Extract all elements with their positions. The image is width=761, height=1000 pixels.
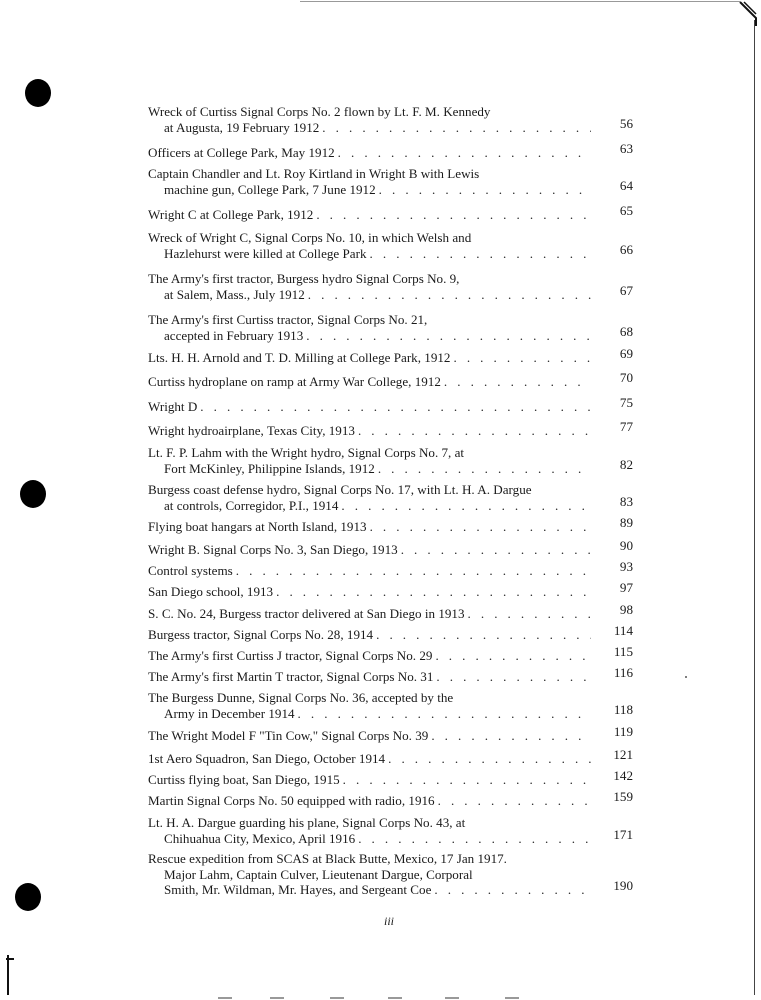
entry-page-number: 159	[613, 789, 633, 804]
dot-leader	[306, 328, 591, 344]
toc-entry	[148, 559, 633, 579]
dot-leader	[468, 606, 591, 622]
top-edge-rule	[300, 1, 740, 2]
toc-entry	[148, 768, 633, 788]
toc-entry	[148, 580, 633, 600]
binder-hole-middle	[20, 480, 46, 508]
dot-leader	[298, 706, 591, 722]
toc-entry	[148, 445, 633, 476]
entry-title-line: The Army's first Curtiss tractor, Signal Corps No. 21,	[148, 312, 428, 327]
toc-entry	[148, 104, 633, 135]
entry-title-text: accepted in February 1913	[164, 327, 304, 343]
entry-title-line: Lt. F. P. Lahm with the Wright hydro, Signal Corps No. 7, at	[148, 445, 465, 460]
entry-page-number: 82	[619, 456, 633, 472]
scan-edge-mark	[7, 955, 9, 995]
toc-entry	[148, 346, 633, 366]
entry-title-line: Burgess coast defense hydro, Signal Corps No. 17, with Lt. H. A. Dargue	[148, 482, 532, 497]
entry-page-number: 116	[613, 665, 633, 680]
entry-title-text: Hazlehurst were killed at College Park	[164, 245, 367, 261]
toc-entry	[148, 482, 633, 513]
toc-entry	[148, 815, 633, 846]
entry-title-line: Lt. H. A. Dargue guarding his plane, Signal Corps No. 43, at	[148, 815, 466, 830]
entry-page-number: 97	[619, 580, 633, 595]
entry-page-number: 98	[619, 602, 633, 617]
entry-title-text: Flying boat hangars at North Island, 1913	[148, 519, 367, 534]
entry-title-line	[148, 728, 633, 744]
toc-entry	[148, 395, 633, 415]
entry-page-number: 77	[619, 419, 633, 434]
entry-title-line	[148, 882, 633, 898]
entry-title-line	[148, 648, 633, 664]
scan-edge-tick	[6, 958, 14, 960]
entry-title-text: The Army's first Curtiss J tractor, Signal Corps No. 29	[148, 648, 433, 663]
dot-leader	[444, 374, 591, 390]
dot-leader	[388, 751, 591, 767]
entry-title-line	[148, 772, 633, 788]
entry-title-text: machine gun, College Park, 7 June 1912	[164, 181, 376, 197]
entry-page-number: 67	[619, 282, 633, 298]
toc-entry	[148, 747, 633, 767]
page-corner-fold	[738, 0, 758, 26]
entry-title-text: Control systems	[148, 563, 233, 578]
entry-title-line	[148, 831, 633, 847]
entry-title-text: The Wright Model F "Tin Cow," Signal Corps No. 39	[148, 728, 429, 743]
entry-title-line: The Army's first tractor, Burgess hydro Signal Corps No. 9,	[148, 271, 460, 286]
entry-page-number: 75	[619, 395, 633, 410]
dot-leader	[343, 772, 591, 788]
entry-title-text: at Augusta, 19 February 1912	[164, 119, 320, 135]
entry-page-number: 63	[619, 141, 633, 156]
entry-title-line	[148, 374, 633, 390]
scan-speck	[685, 676, 687, 678]
dot-leader	[341, 498, 591, 514]
entry-title-line	[148, 461, 633, 477]
entry-title-text: 1st Aero Squadron, San Diego, October 1914	[148, 751, 386, 766]
entry-page-number: 69	[619, 346, 633, 361]
entry-page-number: 64	[619, 177, 633, 193]
entry-page-number: 114	[613, 623, 633, 638]
dot-leader	[378, 461, 591, 477]
dot-leader	[431, 728, 591, 744]
dot-leader	[379, 182, 591, 198]
dot-leader	[276, 584, 591, 600]
dot-leader	[236, 563, 591, 579]
entry-title-text: Fort McKinley, Philippine Islands, 1912	[164, 460, 375, 476]
entry-title-line	[148, 350, 633, 366]
entry-title-line	[148, 706, 633, 722]
right-edge-rule	[754, 20, 755, 995]
toc-entry	[148, 538, 633, 558]
entry-page-number: 118	[613, 701, 633, 717]
toc-entry	[148, 166, 633, 197]
entry-title-line	[148, 328, 633, 344]
entry-title-line	[148, 287, 633, 303]
dot-leader	[435, 648, 591, 664]
toc-entry	[148, 271, 633, 302]
toc-entry	[148, 312, 633, 343]
dot-leader	[434, 882, 591, 898]
entry-title-text: Wright hydroairplane, Texas City, 1913	[148, 423, 355, 438]
entry-title-text: Wright D	[148, 399, 198, 414]
entry-title-line: Wreck of Curtiss Signal Corps No. 2 flown by Lt. F. M. Kennedy	[148, 104, 491, 119]
toc-entry	[148, 515, 633, 535]
toc-entry	[148, 602, 633, 622]
entry-title-line	[148, 563, 633, 579]
entry-title-text: The Army's first Martin T tractor, Signal Corps No. 31	[148, 669, 434, 684]
entry-title-line	[148, 584, 633, 600]
entry-title-text: Officers at College Park, May 1912	[148, 145, 335, 160]
dot-leader	[370, 519, 591, 535]
entry-title-text: Lts. H. H. Arnold and T. D. Milling at College Park, 1912	[148, 350, 451, 365]
entry-title-line	[148, 399, 633, 415]
entry-title-text: Curtiss hydroplane on ramp at Army War College, 1912	[148, 374, 441, 389]
entry-title-line	[148, 182, 633, 198]
dot-leader	[200, 399, 591, 415]
dot-leader	[376, 627, 591, 643]
entry-page-number: 66	[619, 241, 633, 257]
entry-title-text: Curtiss flying boat, San Diego, 1915	[148, 772, 340, 787]
toc-entry	[148, 724, 633, 744]
dot-leader	[453, 350, 591, 366]
toc-entry	[148, 230, 633, 261]
entry-title-line: Rescue expedition from SCAS at Black Butte, Mexico, 17 Jan 1917.	[148, 851, 507, 866]
toc-entry	[148, 665, 633, 685]
entry-title-text: at controls, Corregidor, P.I., 1914	[164, 497, 339, 513]
entry-title-line	[148, 423, 633, 439]
dot-leader	[322, 120, 591, 136]
entry-title-text: Smith, Mr. Wildman, Mr. Hayes, and Sergeant Coe	[164, 882, 432, 897]
entry-title-line	[148, 207, 633, 223]
page-folio: iii	[384, 914, 395, 928]
entry-title-line: The Burgess Dunne, Signal Corps No. 36, accepted by the	[148, 690, 454, 705]
binder-hole-top	[25, 79, 51, 107]
dot-leader	[308, 287, 591, 303]
dot-leader	[338, 145, 591, 161]
entry-page-number: 115	[613, 644, 633, 659]
entry-title-text: Army in December 1914	[164, 705, 295, 721]
entry-title-line	[148, 793, 633, 809]
entry-title-text: S. C. No. 24, Burgess tractor delivered at San Diego in 1913	[148, 606, 465, 621]
dot-leader	[370, 246, 591, 262]
entry-page-number: 142	[613, 768, 633, 783]
toc-entry	[148, 623, 633, 643]
entry-page-number: 171	[613, 826, 633, 842]
entry-page-number: 119	[613, 724, 633, 739]
entry-title-text: Martin Signal Corps No. 50 equipped with radio, 1916	[148, 793, 435, 808]
entry-title-line	[148, 519, 633, 535]
dot-leader	[401, 542, 591, 558]
dot-leader	[358, 423, 591, 439]
entry-page-number: 89	[619, 515, 633, 530]
toc-entry	[148, 644, 633, 664]
dot-leader	[436, 669, 591, 685]
entry-page-number: 93	[619, 559, 633, 574]
entry-page-number: 68	[619, 323, 633, 339]
toc-entry	[148, 789, 633, 809]
entry-title-line: Wreck of Wright C, Signal Corps No. 10, in which Welsh and	[148, 230, 472, 245]
entry-title-line	[148, 542, 633, 558]
toc-entry	[148, 419, 633, 439]
entry-page-number: 121	[613, 747, 633, 762]
toc-entry	[148, 141, 633, 161]
entry-title-text: Chihuahua City, Mexico, April 1916	[164, 830, 356, 846]
dot-leader	[316, 207, 591, 223]
entry-page-number: 83	[619, 493, 633, 509]
toc-entry	[148, 370, 633, 390]
entry-title-line	[148, 120, 633, 136]
entry-title-line	[148, 627, 633, 643]
dot-leader	[438, 793, 591, 809]
entry-title-text: Wright C at College Park, 1912	[148, 207, 314, 222]
entry-title-line	[148, 606, 633, 622]
toc-entry	[148, 203, 633, 223]
toc-entry	[148, 851, 633, 898]
entry-title-line: Captain Chandler and Lt. Roy Kirtland in Wright B with Lewis	[148, 166, 480, 181]
entry-title-line	[148, 669, 633, 685]
entry-page-number: 56	[619, 115, 633, 131]
entry-title-text: at Salem, Mass., July 1912	[164, 286, 305, 302]
entry-title-line: Major Lahm, Captain Culver, Lieutenant Dargue, Corporal	[164, 866, 473, 882]
entry-title-text: San Diego school, 1913	[148, 584, 274, 599]
entry-title-line	[148, 145, 633, 161]
entry-title-text: Wright B. Signal Corps No. 3, San Diego, 1913	[148, 542, 398, 557]
entry-page-number: 70	[619, 370, 633, 385]
entry-title-line	[148, 246, 633, 262]
entry-title-line	[148, 498, 633, 514]
entry-page-number: 65	[619, 203, 633, 218]
entry-page-number: 90	[619, 538, 633, 553]
entry-title-text: Burgess tractor, Signal Corps No. 28, 1914	[148, 627, 374, 642]
dot-leader	[358, 831, 591, 847]
toc-entry	[148, 690, 633, 721]
entry-page-number: 190	[613, 878, 633, 893]
entry-title-line	[148, 751, 633, 767]
binder-hole-bottom	[15, 883, 41, 911]
